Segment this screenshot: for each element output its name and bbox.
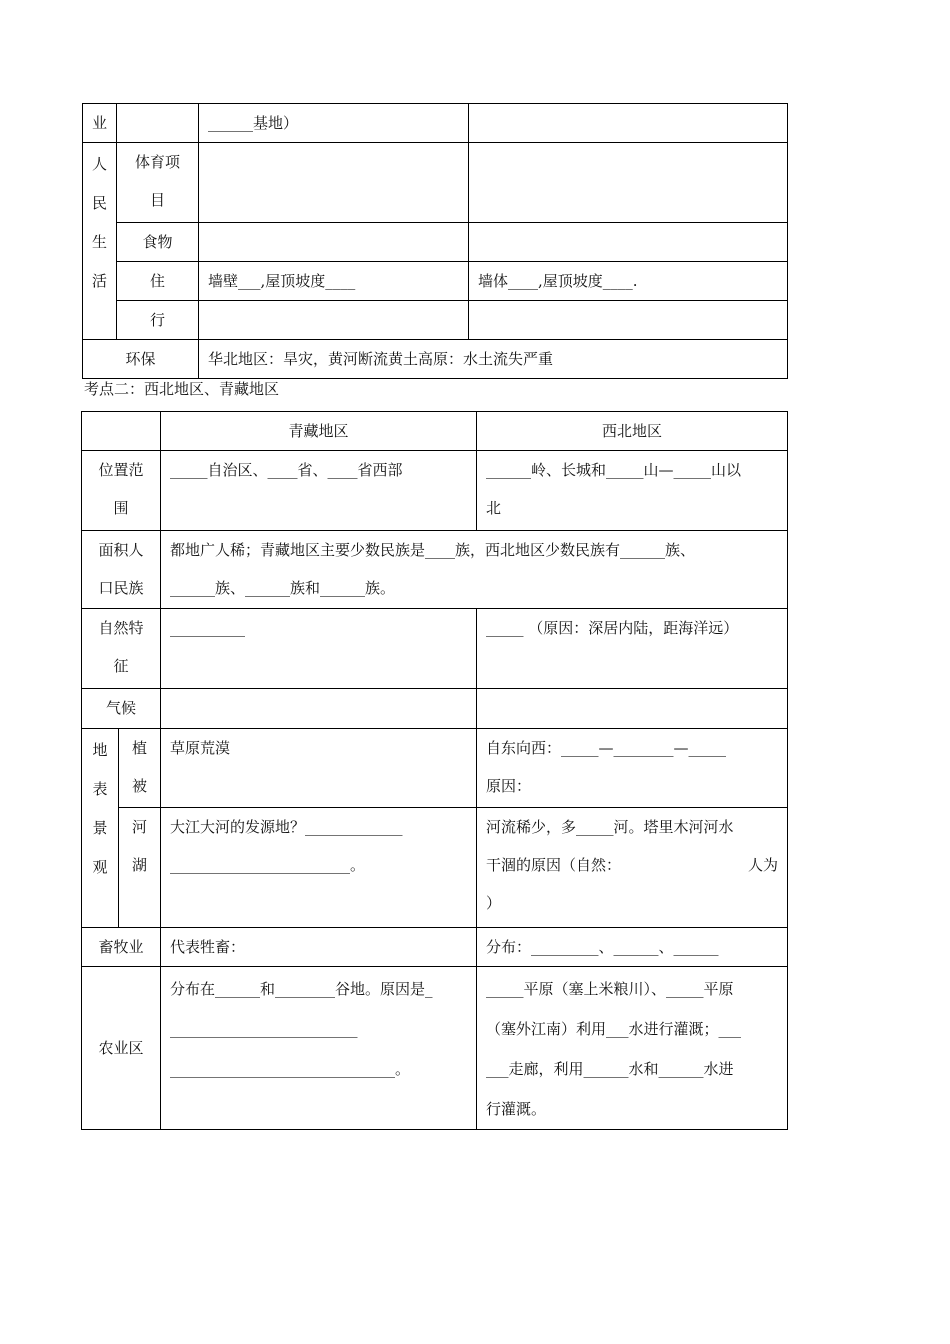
header-empty-cell (82, 412, 161, 451)
travel-qz-cell (199, 301, 469, 340)
area-population-text: 都地广人稀；青藏地区主要少数民族是____族，西北地区少数民族有______族、 ______族、______族和______族。 (161, 531, 788, 609)
food-label: 食物 (117, 223, 199, 262)
livestock-qz-text: 代表牲畜： (161, 928, 477, 967)
natural-xb-text: _____ （原因：深居内陆，距海洋远） (477, 609, 788, 689)
section-heading: 考点二：西北地区、青藏地区 (84, 380, 280, 398)
table-region-comparison-part2 (81, 411, 788, 1130)
travel-xb-cell (469, 301, 788, 340)
environment-label: 环保 (83, 340, 199, 379)
rivers-xb-text: 河流稀少，多_____河。塔里木河河水 干涸的原因（自然： 人为 ） (477, 808, 788, 928)
housing-left-text: 墙壁___,屋顶坡度____ (199, 262, 469, 301)
climate-qz-cell (161, 689, 477, 729)
vegetation-qz-text: 草原荒漠 (161, 729, 477, 808)
natural-qz-text: __________ (161, 609, 477, 689)
location-label: 位置范 围 (82, 451, 161, 531)
livestock-xb-text: 分布：_________、______、______ (477, 928, 788, 967)
cell-empty (117, 104, 199, 143)
sports-qz-cell (199, 143, 469, 223)
housing-label: 住 (117, 262, 199, 301)
climate-xb-cell (477, 689, 788, 729)
climate-label: 气候 (82, 689, 161, 729)
location-qz-text: _____自治区、____省、____省西部 (161, 451, 477, 531)
food-qz-cell (199, 223, 469, 262)
vegetation-xb-text: 自东向西：_____—________—_____ 原因： (477, 729, 788, 808)
cell-industry-tail: 业 (83, 104, 117, 143)
housing-right-text: 墙体____,屋顶坡度____. (469, 262, 788, 301)
food-xb-cell (469, 223, 788, 262)
cell-empty (469, 104, 788, 143)
location-xb-text: ______岭、长城和_____山—_____山以 北 (477, 451, 788, 531)
area-population-label: 面积人 口民族 (82, 531, 161, 609)
vegetation-label: 植 被 (119, 729, 161, 808)
agriculture-qz-text: 分布在______和________谷地。原因是_ _________________________ ______________________________。 (161, 967, 477, 1130)
landscape-label: 地 表 景 观 (82, 729, 119, 928)
natural-features-label: 自然特 征 (82, 609, 161, 689)
sports-xb-cell (469, 143, 788, 223)
agriculture-label: 农业区 (82, 967, 161, 1130)
header-qinghai-tibet: 青藏地区 (161, 412, 477, 451)
rivers-qz-text: 大江大河的发源地？_____________ ________________________。 (161, 808, 477, 928)
agriculture-xb-text: _____平原（塞上米粮川）、_____平原 （塞外江南）利用___水进行灌溉；___ ___走廊，利用______水和______水进 行灌溉。 (477, 967, 788, 1130)
header-northwest: 西北地区 (477, 412, 788, 451)
sports-label: 体育项 目 (117, 143, 199, 223)
travel-label: 行 (117, 301, 199, 340)
environment-text: 华北地区：旱灾，黄河断流黄土高原：水土流失严重 (199, 340, 788, 379)
rivers-lakes-label: 河 湖 (119, 808, 161, 928)
table-region-comparison-part1 (82, 103, 788, 379)
people-life-label: 人 民 生 活 (83, 143, 117, 340)
cell-base-blank: ______基地） (199, 104, 469, 143)
livestock-label: 畜牧业 (82, 928, 161, 967)
